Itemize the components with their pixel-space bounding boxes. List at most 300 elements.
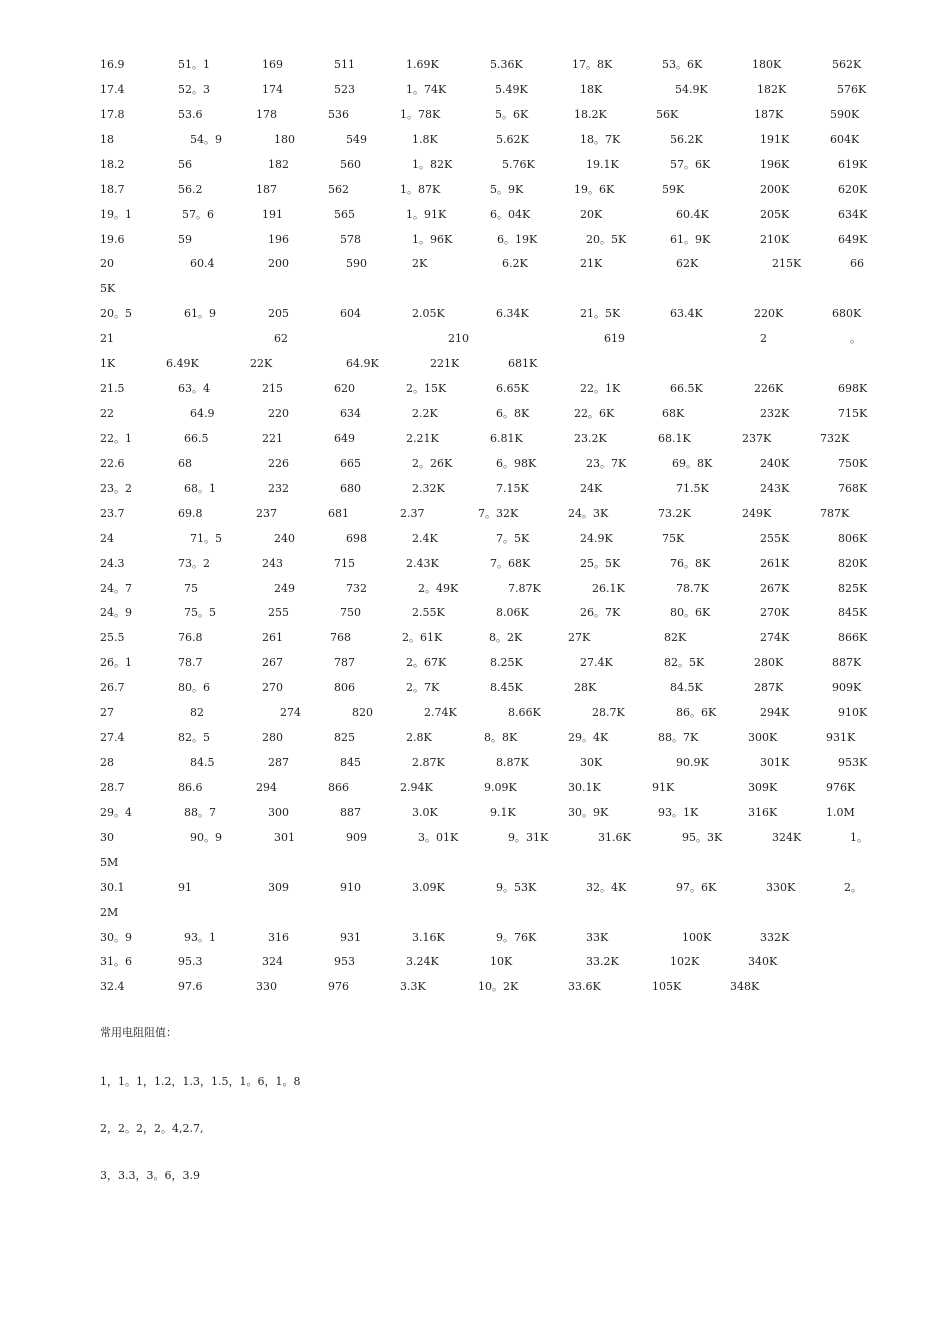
table-cell: 634 <box>340 407 361 420</box>
table-cell: 2.05K <box>412 307 445 320</box>
table-cell: 31.6K <box>598 831 631 844</box>
table-cell: 26。7K <box>580 606 621 619</box>
table-cell: 2。49K <box>418 582 459 595</box>
table-cell: 17。8K <box>572 58 613 71</box>
table-cell: 270K <box>760 606 790 619</box>
table-cell: 5M <box>100 856 119 869</box>
table-cell: 6。04K <box>490 208 531 221</box>
table-cell: 19。1 <box>100 208 132 221</box>
table-cell: 25。5K <box>580 557 621 570</box>
table-cell: 30.1K <box>568 781 601 794</box>
table-cell: 681 <box>328 507 349 520</box>
table-cell: 10K <box>490 955 513 968</box>
table-cell: 56.2K <box>670 133 703 146</box>
table-cell: 732K <box>820 432 850 445</box>
table-cell: 68K <box>662 407 685 420</box>
table-cell: 19.6 <box>100 233 125 246</box>
table-cell: 3.24K <box>406 955 439 968</box>
table-cell: 348K <box>730 980 760 993</box>
table-cell: 5.36K <box>490 58 523 71</box>
table-cell: 578 <box>340 233 361 246</box>
table-cell: 7.87K <box>508 582 541 595</box>
table-cell: 53.6 <box>178 108 203 121</box>
table-cell: 86。6K <box>676 706 717 719</box>
table-cell: 619 <box>604 332 625 345</box>
table-cell: 24。3K <box>568 507 609 520</box>
table-cell: 95。3K <box>682 831 723 844</box>
table-cell: 270 <box>262 681 283 694</box>
table-cell: 69.8 <box>178 507 203 520</box>
table-cell: 21K <box>580 257 603 270</box>
table-cell: 93。1 <box>184 931 216 944</box>
table-cell: 61。9 <box>184 307 216 320</box>
table-cell: 8。8K <box>484 731 518 744</box>
table-cell: 20。5 <box>100 307 132 320</box>
table-cell: 243 <box>262 557 283 570</box>
table-cell: 953K <box>838 756 868 769</box>
table-cell: 23。7K <box>586 457 627 470</box>
table-cell: 69。8K <box>672 457 713 470</box>
table-cell: 715K <box>838 407 868 420</box>
table-cell: 237K <box>742 432 772 445</box>
table-cell: 976K <box>826 781 856 794</box>
table-cell: 681K <box>508 357 538 370</box>
table-cell: 255K <box>760 532 790 545</box>
table-cell: 56 <box>178 158 192 171</box>
table-cell: 330 <box>256 980 277 993</box>
table-cell: 29。4 <box>100 806 132 819</box>
table-cell: 51。1 <box>178 58 210 71</box>
table-cell: 18.2 <box>100 158 125 171</box>
table-cell: 316K <box>748 806 778 819</box>
common-values-row: 3，3.3，3。6，3.9 <box>100 1169 200 1182</box>
table-cell: 174 <box>262 83 283 96</box>
table-cell: 205 <box>268 307 289 320</box>
table-cell: 84.5K <box>670 681 703 694</box>
table-cell: 182K <box>757 83 787 96</box>
table-cell: 3。01K <box>418 831 459 844</box>
table-cell: 71。5 <box>190 532 222 545</box>
table-cell: 28 <box>100 756 114 769</box>
table-cell: 28.7K <box>592 706 625 719</box>
table-cell: 866K <box>838 631 868 644</box>
table-cell: 976 <box>328 980 349 993</box>
table-cell: 18K <box>580 83 603 96</box>
table-cell: 715 <box>334 557 355 570</box>
table-cell: 18.2K <box>574 108 607 121</box>
table-cell: 6.65K <box>496 382 529 395</box>
table-cell: 191K <box>760 133 790 146</box>
table-cell: 294 <box>256 781 277 794</box>
table-cell: 7。68K <box>490 557 531 570</box>
table-cell: 1。87K <box>400 183 441 196</box>
table-cell: 768K <box>838 482 868 495</box>
table-cell: 5.49K <box>495 83 528 96</box>
table-cell: 909K <box>832 681 862 694</box>
table-cell: 2.55K <box>412 606 445 619</box>
table-cell: 768 <box>330 631 351 644</box>
table-cell: 2.2K <box>412 407 438 420</box>
table-cell: 73。2 <box>178 557 210 570</box>
table-cell: 240 <box>274 532 295 545</box>
table-cell: 1。 <box>850 831 868 844</box>
table-cell: 5.62K <box>496 133 529 146</box>
table-cell: 619K <box>838 158 868 171</box>
table-cell: 330K <box>766 881 796 894</box>
table-cell: 30 <box>100 831 114 844</box>
table-cell: 18。7K <box>580 133 621 146</box>
table-cell: 1。78K <box>400 108 441 121</box>
table-cell: 30。9 <box>100 931 132 944</box>
table-cell: 18 <box>100 133 114 146</box>
table-cell: 750K <box>838 457 868 470</box>
table-cell: 2。67K <box>406 656 447 669</box>
table-cell: 604 <box>340 307 361 320</box>
table-cell: 220K <box>754 307 784 320</box>
table-cell: 24K <box>580 482 603 495</box>
table-cell: 634K <box>838 208 868 221</box>
table-cell: 9.1K <box>490 806 516 819</box>
table-cell: 180K <box>752 58 782 71</box>
table-cell: 71.5K <box>676 482 709 495</box>
table-cell: 17.4 <box>100 83 125 96</box>
table-cell: 210K <box>760 233 790 246</box>
table-cell: 22 <box>100 407 114 420</box>
table-cell: 243K <box>760 482 790 495</box>
table-cell: 76.8 <box>178 631 203 644</box>
table-cell: 887 <box>340 806 361 819</box>
table-cell: 820K <box>838 557 868 570</box>
table-cell: 825 <box>334 731 355 744</box>
table-cell: 845K <box>838 606 868 619</box>
table-cell: 73.2K <box>658 507 691 520</box>
table-cell: 324 <box>262 955 283 968</box>
table-cell: 309 <box>268 881 289 894</box>
table-cell: 102K <box>670 955 700 968</box>
table-cell: 6。19K <box>497 233 538 246</box>
table-cell: 2K <box>412 257 428 270</box>
table-cell: 33K <box>586 931 609 944</box>
table-cell: 76。8K <box>670 557 711 570</box>
table-cell: 178 <box>256 108 277 121</box>
table-cell: 105K <box>652 980 682 993</box>
table-cell: 90。9 <box>190 831 222 844</box>
table-cell: 226 <box>268 457 289 470</box>
table-cell: 2。61K <box>402 631 443 644</box>
table-cell: 22。1 <box>100 432 132 445</box>
table-cell: 8.45K <box>490 681 523 694</box>
table-cell: 24.3 <box>100 557 125 570</box>
table-cell: 750 <box>340 606 361 619</box>
table-cell: 91K <box>652 781 675 794</box>
table-cell: 19。6K <box>574 183 615 196</box>
table-cell: 27K <box>568 631 591 644</box>
table-cell: 20 <box>100 257 114 270</box>
table-cell: 604K <box>830 133 860 146</box>
table-cell: 95.3 <box>178 955 203 968</box>
table-cell: 63.4K <box>670 307 703 320</box>
table-cell: 27 <box>100 706 114 719</box>
table-cell: 280 <box>262 731 283 744</box>
table-cell: 2。15K <box>406 382 447 395</box>
table-cell: 24.9K <box>580 532 613 545</box>
table-cell: 59K <box>662 183 685 196</box>
table-cell: 22.6 <box>100 457 125 470</box>
common-values-row: 1，1。1，1.2，1.3，1.5，1。6，1。8 <box>100 1075 301 1088</box>
table-cell: 86.6 <box>178 781 203 794</box>
table-cell: 78.7 <box>178 656 203 669</box>
table-cell: 26。1 <box>100 656 132 669</box>
table-cell: 680 <box>340 482 361 495</box>
table-cell: 3.16K <box>412 931 445 944</box>
table-cell: 665 <box>340 457 361 470</box>
table-cell: 2。7K <box>406 681 440 694</box>
table-cell: 953 <box>334 955 355 968</box>
table-cell: 3.3K <box>400 980 426 993</box>
table-cell: 221 <box>262 432 283 445</box>
table-cell: 2.21K <box>406 432 439 445</box>
table-cell: 324K <box>772 831 802 844</box>
table-cell: 22K <box>250 357 273 370</box>
table-cell: 22。6K <box>574 407 615 420</box>
table-cell: 280K <box>754 656 784 669</box>
table-cell: 60.4 <box>190 257 215 270</box>
table-cell: 182 <box>268 158 289 171</box>
table-cell: 255 <box>268 606 289 619</box>
table-cell: 60.4K <box>676 208 709 221</box>
table-cell: 62K <box>676 257 699 270</box>
table-cell: 19.1K <box>586 158 619 171</box>
table-cell: 301K <box>760 756 790 769</box>
table-cell: 301 <box>274 831 295 844</box>
table-cell: 169 <box>262 58 283 71</box>
table-cell: 2.43K <box>406 557 439 570</box>
table-cell: 249 <box>274 582 295 595</box>
table-cell: 196 <box>268 233 289 246</box>
table-cell: 294K <box>760 706 790 719</box>
table-cell: 536 <box>328 108 349 121</box>
table-cell: 82 <box>190 706 204 719</box>
table-cell: 97.6 <box>178 980 203 993</box>
table-cell: 10。2K <box>478 980 519 993</box>
table-cell: 249K <box>742 507 772 520</box>
table-cell: 1.69K <box>406 58 439 71</box>
table-cell: 215K <box>772 257 802 270</box>
table-cell: 23.7 <box>100 507 125 520</box>
table-cell: 57。6 <box>182 208 214 221</box>
table-cell: 66.5K <box>670 382 703 395</box>
table-cell: 1。74K <box>406 83 447 96</box>
table-cell: 232 <box>268 482 289 495</box>
table-cell: 100K <box>682 931 712 944</box>
common-values-heading: 常用电阻阻值： <box>100 1026 177 1039</box>
table-cell: 200 <box>268 257 289 270</box>
table-cell: 68.1K <box>658 432 691 445</box>
table-cell: 32。4K <box>586 881 627 894</box>
table-cell: 82。5K <box>664 656 705 669</box>
table-cell: 910K <box>838 706 868 719</box>
table-cell: 562K <box>832 58 862 71</box>
table-cell: 82。5 <box>178 731 210 744</box>
table-cell: 590K <box>830 108 860 121</box>
table-cell: 560 <box>340 158 361 171</box>
table-cell: 66.5 <box>184 432 209 445</box>
table-cell: 23。2 <box>100 482 132 495</box>
table-cell: 187K <box>754 108 784 121</box>
table-cell: 5.76K <box>502 158 535 171</box>
table-cell: 33.6K <box>568 980 601 993</box>
table-cell: 787 <box>334 656 355 669</box>
table-cell: 8.87K <box>496 756 529 769</box>
table-cell: 511 <box>334 58 355 71</box>
table-cell: 32.4 <box>100 980 125 993</box>
table-cell: 2M <box>100 906 119 919</box>
table-cell: 240K <box>760 457 790 470</box>
table-cell: 。 <box>850 332 861 345</box>
table-cell: 8.66K <box>508 706 541 719</box>
table-cell: 20。5K <box>586 233 627 246</box>
table-cell: 931K <box>826 731 856 744</box>
table-cell: 26.7 <box>100 681 125 694</box>
table-cell: 549 <box>346 133 367 146</box>
table-cell: 3.09K <box>412 881 445 894</box>
table-cell: 6.2K <box>502 257 528 270</box>
table-cell: 232K <box>760 407 790 420</box>
table-cell: 340K <box>748 955 778 968</box>
table-cell: 8.06K <box>496 606 529 619</box>
table-cell: 300K <box>748 731 778 744</box>
table-cell: 1。91K <box>406 208 447 221</box>
table-cell: 88。7K <box>658 731 699 744</box>
table-cell: 2.87K <box>412 756 445 769</box>
table-cell: 68 <box>178 457 192 470</box>
table-cell: 910 <box>340 881 361 894</box>
table-cell: 80。6K <box>670 606 711 619</box>
table-cell: 18.7 <box>100 183 125 196</box>
table-cell: 806K <box>838 532 868 545</box>
table-cell: 75 <box>184 582 198 595</box>
common-values-row: 2，2。2，2。4,2.7, <box>100 1122 204 1135</box>
table-cell: 226K <box>754 382 784 395</box>
table-cell: 28.7 <box>100 781 125 794</box>
table-cell: 53。6K <box>662 58 703 71</box>
table-cell: 2 <box>760 332 767 345</box>
table-cell: 20K <box>580 208 603 221</box>
table-cell: 215 <box>262 382 283 395</box>
table-cell: 5。6K <box>495 108 529 121</box>
table-cell: 23.2K <box>574 432 607 445</box>
table-cell: 8。2K <box>489 631 523 644</box>
table-cell: 6.34K <box>496 307 529 320</box>
table-cell: 56.2 <box>178 183 203 196</box>
table-cell: 2.8K <box>406 731 432 744</box>
table-cell: 820 <box>352 706 373 719</box>
table-cell: 287 <box>268 756 289 769</box>
table-cell: 2.4K <box>412 532 438 545</box>
table-cell: 24。7 <box>100 582 132 595</box>
table-cell: 180 <box>274 133 295 146</box>
table-cell: 200K <box>760 183 790 196</box>
table-cell: 33.2K <box>586 955 619 968</box>
table-cell: 649K <box>838 233 868 246</box>
table-cell: 24。9 <box>100 606 132 619</box>
table-cell: 59 <box>178 233 192 246</box>
table-cell: 9。76K <box>496 931 537 944</box>
table-cell: 565 <box>334 208 355 221</box>
table-cell: 6.81K <box>490 432 523 445</box>
table-cell: 27.4K <box>580 656 613 669</box>
table-cell: 26.1K <box>592 582 625 595</box>
table-cell: 25.5 <box>100 631 125 644</box>
table-cell: 698 <box>346 532 367 545</box>
table-cell: 6。8K <box>496 407 530 420</box>
table-cell: 205K <box>760 208 790 221</box>
table-cell: 21.5 <box>100 382 125 395</box>
table-cell: 21 <box>100 332 114 345</box>
table-cell: 261 <box>262 631 283 644</box>
table-cell: 300 <box>268 806 289 819</box>
table-cell: 787K <box>820 507 850 520</box>
table-cell: 187 <box>256 183 277 196</box>
table-cell: 17.8 <box>100 108 125 121</box>
table-cell: 9.09K <box>484 781 517 794</box>
table-cell: 56K <box>656 108 679 121</box>
table-cell: 220 <box>268 407 289 420</box>
table-cell: 237 <box>256 507 277 520</box>
table-cell: 7。32K <box>478 507 519 520</box>
table-cell: 909 <box>346 831 367 844</box>
table-cell: 1。96K <box>412 233 453 246</box>
table-cell: 7.15K <box>496 482 529 495</box>
table-cell: 332K <box>760 931 790 944</box>
table-cell: 2.74K <box>424 706 457 719</box>
table-cell: 274 <box>280 706 301 719</box>
table-cell: 287K <box>754 681 784 694</box>
table-cell: 9。53K <box>496 881 537 894</box>
table-cell: 620 <box>334 382 355 395</box>
table-cell: 57。6K <box>670 158 711 171</box>
table-cell: 931 <box>340 931 361 944</box>
table-cell: 75。5 <box>184 606 216 619</box>
table-cell: 93。1K <box>658 806 699 819</box>
table-cell: 590 <box>346 257 367 270</box>
table-cell: 29。4K <box>568 731 609 744</box>
table-cell: 28K <box>574 681 597 694</box>
table-cell: 620K <box>838 183 868 196</box>
table-cell: 2.32K <box>412 482 445 495</box>
table-cell: 267K <box>760 582 790 595</box>
table-cell: 30K <box>580 756 603 769</box>
table-cell: 221K <box>430 357 460 370</box>
table-cell: 196K <box>760 158 790 171</box>
table-cell: 191 <box>262 208 283 221</box>
table-cell: 30。9K <box>568 806 609 819</box>
table-cell: 90.9K <box>676 756 709 769</box>
table-cell: 576K <box>837 83 867 96</box>
table-cell: 316 <box>268 931 289 944</box>
table-cell: 6.49K <box>166 357 199 370</box>
table-cell: 22。1K <box>580 382 621 395</box>
table-cell: 91 <box>178 881 192 894</box>
table-cell: 62 <box>274 332 288 345</box>
table-cell: 1.0M <box>826 806 855 819</box>
table-cell: 61。9K <box>670 233 711 246</box>
table-cell: 82K <box>664 631 687 644</box>
table-cell: 261K <box>760 557 790 570</box>
table-cell: 30.1 <box>100 881 125 894</box>
table-cell: 866 <box>328 781 349 794</box>
table-cell: 6。98K <box>496 457 537 470</box>
